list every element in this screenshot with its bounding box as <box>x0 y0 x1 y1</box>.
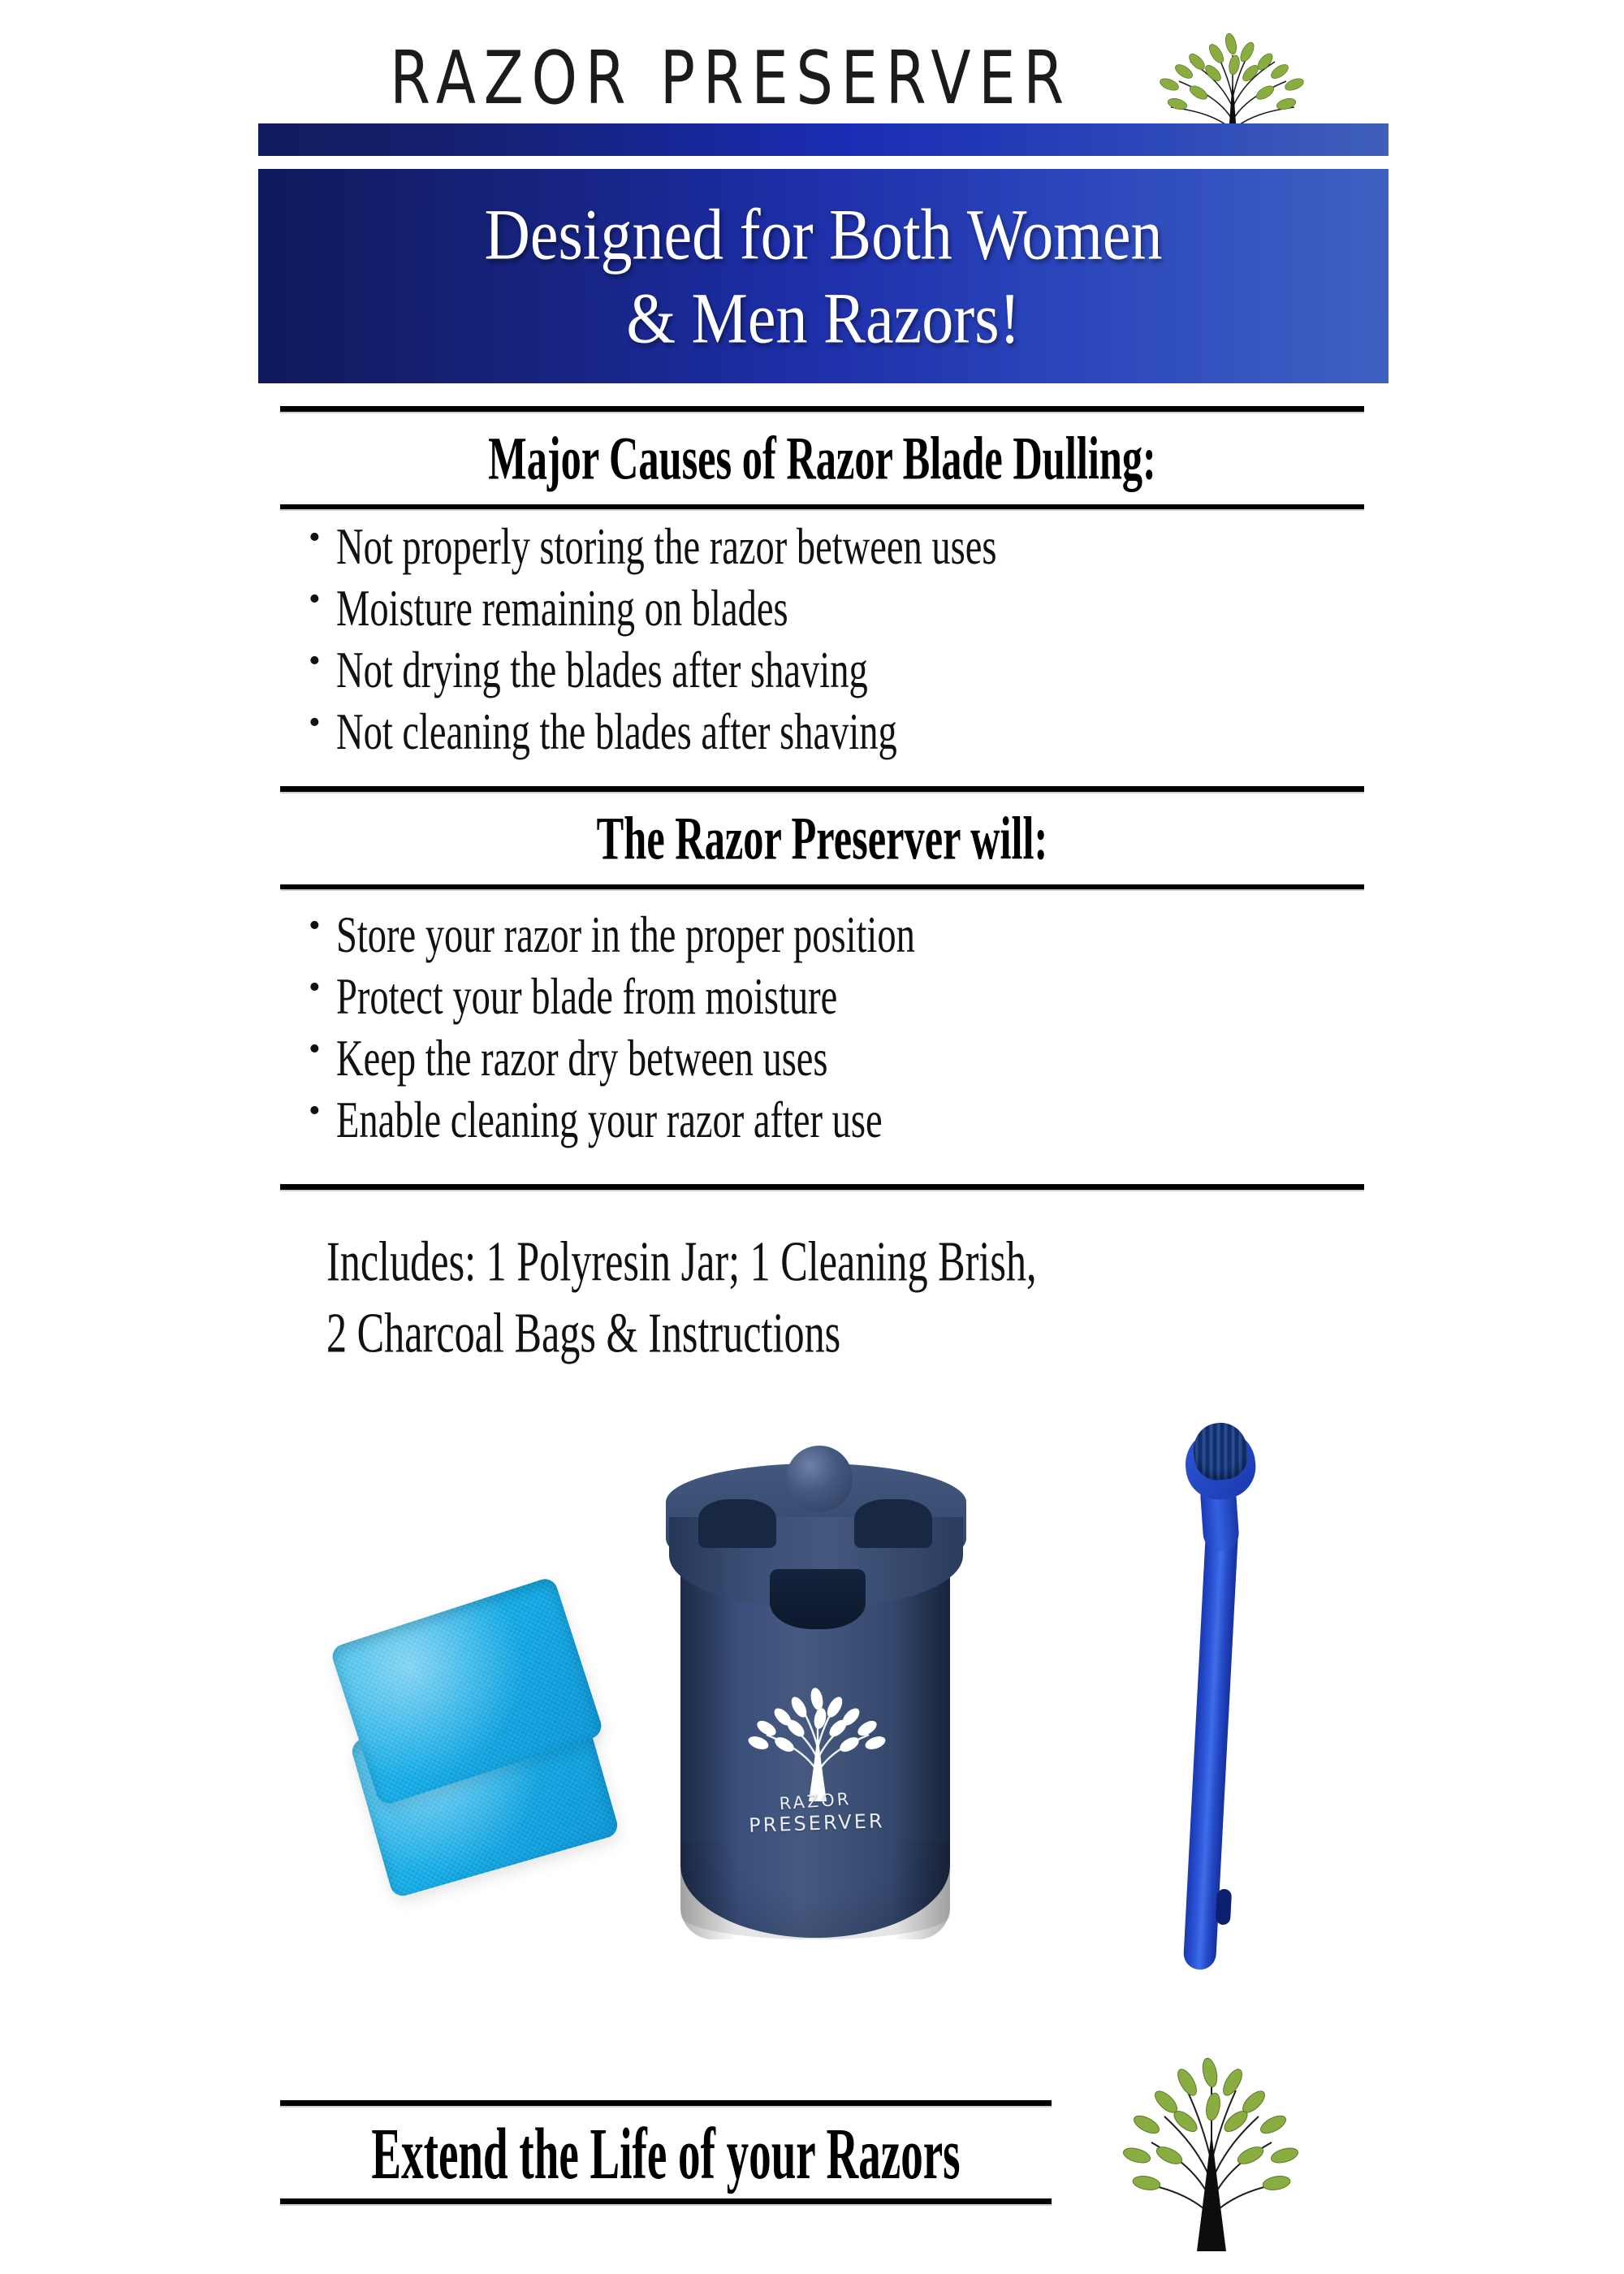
jar-slot-right <box>854 1499 932 1548</box>
jar-brand-line-2: PRESERVER <box>748 1809 885 1837</box>
list-item <box>309 640 1397 698</box>
list-item-label: Not properly storing the razor between uses <box>336 517 997 575</box>
list-item-label: Not cleaning the blades after shaving <box>336 702 897 760</box>
includes-divider <box>280 1184 1364 1190</box>
bullet-glyph: • <box>309 1031 321 1068</box>
footer-tagline-block <box>280 2100 1052 2204</box>
bullet-glyph: • <box>309 581 321 618</box>
list-item-label: Keep the razor dry between uses <box>336 1028 828 1087</box>
brand-header <box>0 15 1624 121</box>
polyresin-jar <box>650 1421 991 1990</box>
jar-shadow-left <box>680 1558 737 1939</box>
list-item-label: Not drying the blades after shaving <box>336 640 868 698</box>
benefits-list <box>309 905 1397 1155</box>
tree-icon <box>1122 2055 1301 2254</box>
divider-rule <box>280 1184 1364 1190</box>
section-heading-causes <box>280 406 1364 509</box>
hero-line-1: Designed for Both Women <box>484 193 1163 275</box>
list-item <box>309 1090 1397 1148</box>
jar-brand-line-1: RAZOR <box>778 1788 853 1814</box>
bullet-glyph: • <box>309 642 321 680</box>
header-accent-bar <box>258 123 1389 156</box>
jar-shadow-right <box>893 1558 950 1939</box>
section-heading-benefits <box>280 786 1364 889</box>
bullet-glyph: • <box>309 519 321 556</box>
tree-icon <box>741 1681 895 1803</box>
bullet-glyph: • <box>309 907 321 945</box>
bullet-glyph: • <box>309 1092 321 1130</box>
list-item-label: Store your razor in the proper position <box>336 905 915 963</box>
list-item-label: Enable cleaning your razor after use <box>336 1090 883 1148</box>
includes-block <box>326 1230 1398 1376</box>
includes-line-1: Includes: 1 Polyresin Jar; 1 Cleaning Brish, <box>326 1230 1037 1294</box>
page-title: RAZOR PRESERVER <box>390 36 1072 121</box>
section-title-causes: Major Causes of Razor Blade Dulling: <box>488 425 1156 494</box>
list-item <box>309 517 1397 575</box>
footer-tagline: Extend the Life of your Razors <box>371 2113 961 2194</box>
list-item <box>309 966 1397 1025</box>
bullet-glyph: • <box>309 704 321 741</box>
list-item <box>309 1028 1397 1087</box>
list-item-label: Moisture remaining on blades <box>336 578 788 637</box>
list-item <box>309 905 1397 963</box>
hero-banner <box>258 169 1389 383</box>
list-item <box>309 702 1397 760</box>
bullet-glyph: • <box>309 969 321 1006</box>
product-photo <box>0 1397 1624 2030</box>
brush-hang-hole <box>1216 1889 1232 1926</box>
jar-slot-left <box>698 1499 776 1548</box>
jar-knob <box>786 1446 853 1512</box>
cleaning-brush <box>1179 1418 1268 1978</box>
causes-list <box>309 517 1397 767</box>
section-title-benefits: The Razor Preserver will: <box>596 805 1048 874</box>
jar-slot-front <box>770 1569 866 1629</box>
includes-line-2: 2 Charcoal Bags & Instructions <box>326 1301 841 1365</box>
list-item <box>309 578 1397 637</box>
list-item-label: Protect your blade from moisture <box>336 966 838 1025</box>
hero-line-2: & Men Razors! <box>626 277 1021 359</box>
